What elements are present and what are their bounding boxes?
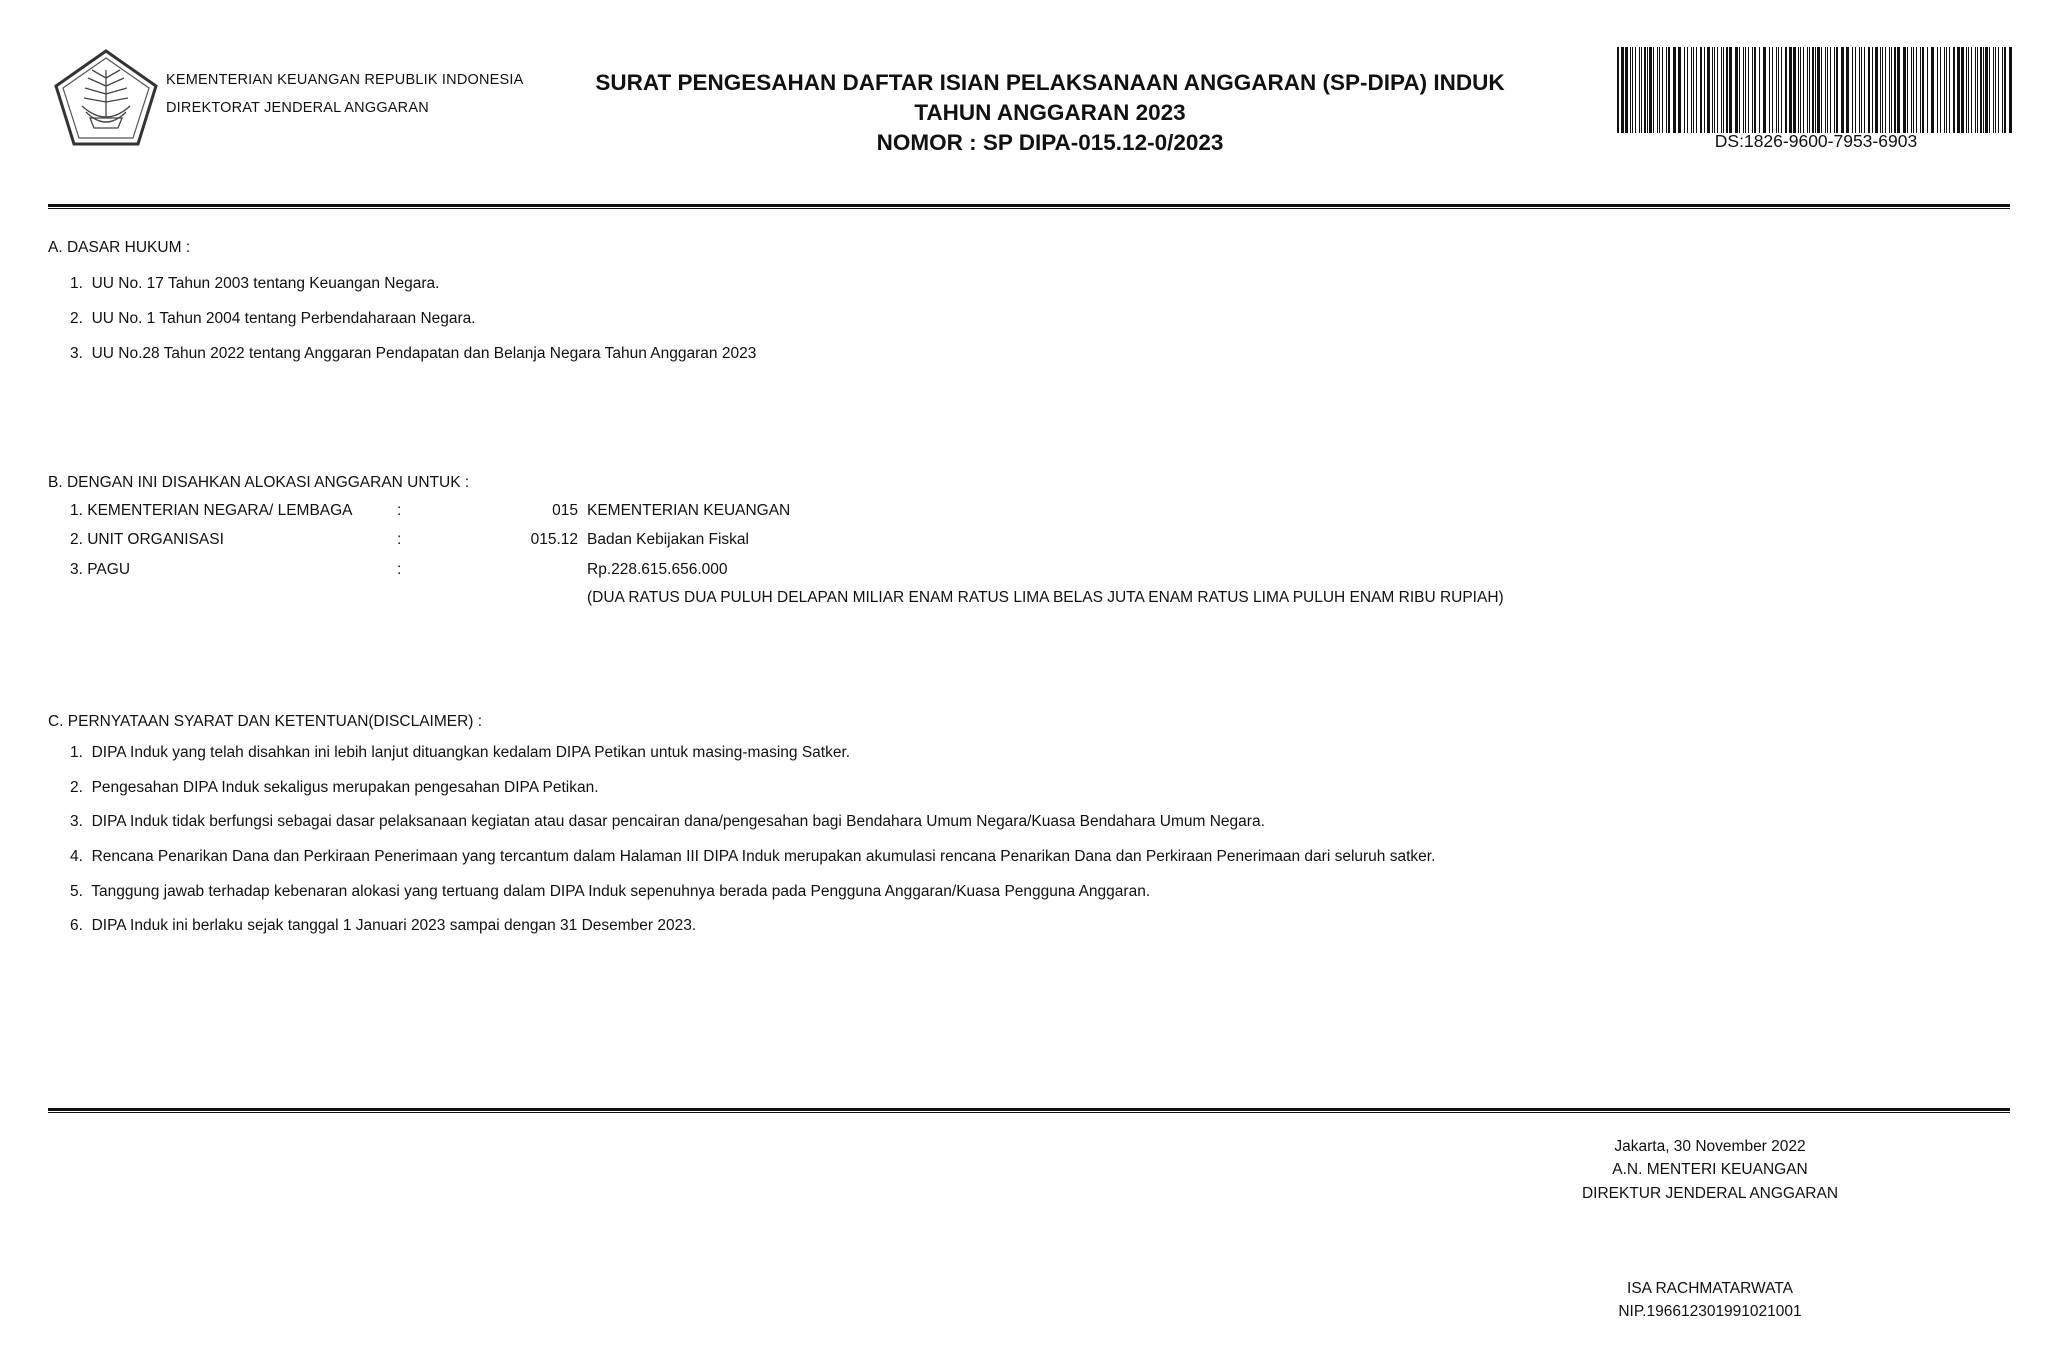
barcode-bar xyxy=(1989,47,1990,133)
barcode-bar xyxy=(1846,47,1849,133)
barcode-bar xyxy=(1830,47,1831,133)
barcode-bar xyxy=(1872,47,1873,133)
item-text: UU No. 1 Tahun 2004 tentang Perbendaharaan Negara. xyxy=(91,310,476,327)
barcode-bar xyxy=(1803,47,1804,133)
item-number: 2. xyxy=(70,779,83,796)
item-text: Tanggung jawab terhadap kebenaran alokasi yang tertuang dalam DIPA Induk sepenuhnya berada pada Pengguna Anggaran/Kuasa Pengguna Anggaran. xyxy=(91,883,1151,900)
barcode-bar xyxy=(1891,47,1892,133)
barcode-bar xyxy=(1897,47,1900,133)
pagu-amount: Rp.228.615.656.000 xyxy=(587,561,728,578)
barcode-bar xyxy=(1739,47,1740,133)
barcode-bar xyxy=(1927,47,1928,133)
barcode-bar xyxy=(1913,47,1914,133)
barcode-bar xyxy=(1817,47,1820,133)
barcode-bar xyxy=(1875,47,1878,133)
barcode-bar xyxy=(1639,47,1640,133)
barcode-bar xyxy=(1745,47,1746,133)
barcode-bar xyxy=(1961,47,1964,133)
barcode-bar xyxy=(2009,47,2012,133)
barcode-bar xyxy=(1704,47,1705,133)
barcode-bar xyxy=(1789,47,1792,133)
barcode-bar xyxy=(1812,47,1814,133)
barcode-bar xyxy=(1691,47,1692,133)
barcode-bar xyxy=(1916,47,1917,133)
barcode-bar xyxy=(1743,47,1744,133)
barcode-bar xyxy=(1971,47,1972,133)
barcode-bar xyxy=(1931,47,1934,133)
item-text: UU No.28 Tahun 2022 tentang Anggaran Pendapatan dan Belanja Negara Tahun Anggaran 2023 xyxy=(91,345,757,362)
barcode-bar xyxy=(1659,47,1660,133)
barcode-bar xyxy=(1894,47,1896,133)
barcode-bar xyxy=(1920,47,1921,133)
barcode-bar xyxy=(1700,47,1702,133)
section-c-heading: C. PERNYATAAN SYARAT DAN KETENTUAN(DISCLAIMER) : xyxy=(48,713,483,730)
barcode-bar xyxy=(1798,47,1799,133)
barcode-bar xyxy=(1717,47,1718,133)
item-text: DIPA Induk tidak berfungsi sebagai dasar pelaksanaan kegiatan atau dasar pencairan dana/pengesahan bagi Bendahara Umum Negara/Kuasa Bendahara Umum Negara. xyxy=(91,813,1265,830)
list-item xyxy=(70,744,850,762)
barcode-bar xyxy=(1657,47,1658,133)
signature-nip: NIP.196612301991021001 xyxy=(1618,1303,1802,1320)
item-text: Rencana Penarikan Dana dan Perkiraan Penerimaan yang tercantum dalam Halaman III DIPA Induk merupakan akumulasi rencana Penarikan Dana dan Perkiraan Penerimaan dari seluruh satker. xyxy=(91,848,1436,865)
list-item xyxy=(70,345,756,363)
ministry-name: KEMENTERIAN KEUANGAN REPUBLIK INDONESIA xyxy=(166,72,524,88)
barcode-bar xyxy=(1793,47,1796,133)
barcode-bar xyxy=(1707,47,1710,133)
allocation-code: 015 xyxy=(552,502,578,519)
barcode-bar xyxy=(1825,47,1826,133)
barcode-bar xyxy=(1635,47,1636,133)
barcode-bar xyxy=(1641,47,1642,133)
barcode-bar xyxy=(1998,47,1999,133)
barcode-bar xyxy=(1995,47,1996,133)
allocation-code: 015.12 xyxy=(530,531,578,548)
barcode-bar xyxy=(1625,47,1628,133)
barcode-bar xyxy=(1621,47,1624,133)
barcode-bar xyxy=(1903,47,1906,133)
title-line-1: SURAT PENGESAHAN DAFTAR ISIAN PELAKSANAAN ANGGARAN (SP-DIPA) INDUK xyxy=(595,70,1505,95)
list-item xyxy=(70,883,1150,901)
barcode-bar xyxy=(1953,47,1955,133)
pagu-terbilang: (DUA RATUS DUA PULUH DELAPAN MILIAR ENAM RATUS LIMA BELAS JUTA ENAM RATUS LIMA PULUH ENAM RIBU RUPIAH) xyxy=(587,589,1504,606)
list-item xyxy=(70,275,439,293)
document-title xyxy=(500,68,1600,158)
barcode-bar xyxy=(1754,47,1756,133)
barcode-bar xyxy=(1966,47,1967,133)
barcode-bar xyxy=(1827,47,1828,133)
barcode-bar xyxy=(1977,47,1978,133)
list-item xyxy=(70,848,1435,866)
list-item xyxy=(70,813,1265,831)
barcode-bar xyxy=(1653,47,1654,133)
barcode-bar xyxy=(1940,47,1941,133)
item-text: DIPA Induk ini berlaku sejak tanggal 1 Januari 2023 sampai dengan 31 Desember 2023. xyxy=(91,917,697,934)
barcode-bar xyxy=(1763,47,1766,133)
barcode-bar xyxy=(1785,47,1787,133)
barcode-bar xyxy=(1778,47,1779,133)
allocation-colon: : xyxy=(397,502,402,519)
barcode-bar xyxy=(1644,47,1646,133)
barcode-bar xyxy=(1836,47,1838,133)
barcode-bar xyxy=(1769,47,1770,133)
barcode-bar xyxy=(1666,47,1667,133)
barcode-bar xyxy=(1882,47,1883,133)
list-item xyxy=(70,779,599,797)
barcode-bar xyxy=(1885,47,1886,133)
signature-name: ISA RACHMATARWATA xyxy=(1627,1280,1793,1297)
allocation-colon: : xyxy=(397,531,402,548)
item-number: 1. xyxy=(70,744,83,761)
barcode-bar xyxy=(1937,47,1938,133)
barcode-bar xyxy=(1712,47,1713,133)
barcode-bar xyxy=(1834,47,1835,133)
barcode-bar xyxy=(1815,47,1816,133)
barcode-bar xyxy=(1800,47,1801,133)
footer-divider xyxy=(48,1108,2010,1113)
allocation-value: Badan Kebijakan Fiskal xyxy=(587,531,749,548)
item-number: 2. xyxy=(70,310,83,327)
allocation-value: KEMENTERIAN KEUANGAN xyxy=(587,502,791,519)
allocation-label: 1. KEMENTERIAN NEGARA/ LEMBAGA xyxy=(70,502,353,519)
barcode-bar xyxy=(1729,47,1732,133)
item-number: 3. xyxy=(70,345,83,362)
allocation-label: 3. PAGU xyxy=(70,561,131,578)
barcode-bar xyxy=(1861,47,1862,133)
item-number: 4. xyxy=(70,848,83,865)
barcode-bar xyxy=(1617,47,1619,133)
barcode-bar xyxy=(1714,47,1715,133)
barcode-bar xyxy=(2004,47,2006,133)
barcode-bar xyxy=(1696,47,1697,133)
barcode-bar xyxy=(1949,47,1950,133)
barcode-bar xyxy=(1726,47,1728,133)
signature-on-behalf: A.N. MENTERI KEUANGAN xyxy=(1612,1161,1808,1178)
barcode-bar xyxy=(1968,47,1969,133)
barcode-bar xyxy=(1864,47,1865,133)
barcode-bar xyxy=(1809,47,1810,133)
barcode-bar xyxy=(1944,47,1945,133)
barcode-bar xyxy=(1975,47,1976,133)
title-line-3: NOMOR : SP DIPA-015.12-0/2023 xyxy=(876,130,1224,155)
barcode-bar xyxy=(1723,47,1724,133)
barcode-bar xyxy=(1752,47,1753,133)
barcode-bar xyxy=(2002,47,2003,133)
barcode-bar xyxy=(1678,47,1681,133)
barcode-bar xyxy=(1957,47,1960,133)
barcode-bar xyxy=(1807,47,1808,133)
directorate-name: DIREKTORAT JENDERAL ANGGARAN xyxy=(166,100,429,116)
barcode-icon xyxy=(1617,47,2015,133)
barcode-bar xyxy=(1911,47,1912,133)
item-text: DIPA Induk yang telah disahkan ini lebih lanjut dituangkan kedalam DIPA Petikan untuk masing-masing Satker. xyxy=(91,744,851,761)
barcode-bar xyxy=(1693,47,1694,133)
barcode-bar xyxy=(1776,47,1777,133)
barcode-bar xyxy=(1632,47,1633,133)
barcode-bar xyxy=(1759,47,1760,133)
header-divider xyxy=(48,204,2010,209)
item-number: 1. xyxy=(70,275,83,292)
list-item xyxy=(70,310,476,328)
barcode-bar xyxy=(1735,47,1738,133)
barcode-bar xyxy=(1821,47,1822,133)
barcode-bar xyxy=(1980,47,1982,133)
title-line-2: TAHUN ANGGARAN 2023 xyxy=(914,100,1186,125)
barcode-bar xyxy=(1907,47,1908,133)
barcode-bar xyxy=(1772,47,1773,133)
section-a-heading: A. DASAR HUKUM : xyxy=(48,239,191,256)
barcode-bar xyxy=(1852,47,1853,133)
barcode-bar xyxy=(1748,47,1749,133)
section-b-heading: B. DENGAN INI DISAHKAN ALOKASI ANGGARAN UNTUK : xyxy=(48,474,470,491)
barcode-bar xyxy=(1855,47,1856,133)
barcode-bar xyxy=(1684,47,1685,133)
list-item xyxy=(70,917,696,935)
barcode-number: DS:1826-9600-7953-6903 xyxy=(1714,131,1918,151)
item-number: 6. xyxy=(70,917,83,934)
barcode-bar xyxy=(1630,47,1631,133)
barcode-bar xyxy=(1983,47,1984,133)
barcode-bar xyxy=(1859,47,1860,133)
item-number: 3. xyxy=(70,813,83,830)
barcode-bar xyxy=(1985,47,1988,133)
barcode-bar xyxy=(1922,47,1924,133)
barcode-bar xyxy=(1721,47,1722,133)
item-text: Pengesahan DIPA Induk sekaligus merupakan pengesahan DIPA Petikan. xyxy=(91,779,599,796)
barcode-bar xyxy=(1880,47,1881,133)
barcode-bar xyxy=(1647,47,1648,133)
signature-place-date: Jakarta, 30 November 2022 xyxy=(1614,1138,1806,1155)
barcode-bar xyxy=(1889,47,1890,133)
barcode-bar xyxy=(1993,47,1994,133)
signature-position: DIREKTUR JENDERAL ANGGARAN xyxy=(1581,1185,1839,1202)
barcode-bar xyxy=(1662,47,1663,133)
allocation-label: 2. UNIT ORGANISASI xyxy=(70,531,224,548)
barcode-bar xyxy=(1868,47,1870,133)
kemenkeu-logo-icon xyxy=(52,48,160,148)
allocation-colon: : xyxy=(397,561,402,578)
barcode-bar xyxy=(1649,47,1652,133)
item-number: 5. xyxy=(70,883,83,900)
barcode-bar xyxy=(1687,47,1688,133)
item-text: UU No. 17 Tahun 2003 tentang Keuangan Negara. xyxy=(91,275,440,292)
barcode-bar xyxy=(1668,47,1670,133)
barcode-bar xyxy=(1841,47,1844,133)
barcode-bar xyxy=(1673,47,1676,133)
barcode-bar xyxy=(1946,47,1947,133)
barcode-bar xyxy=(1781,47,1782,133)
